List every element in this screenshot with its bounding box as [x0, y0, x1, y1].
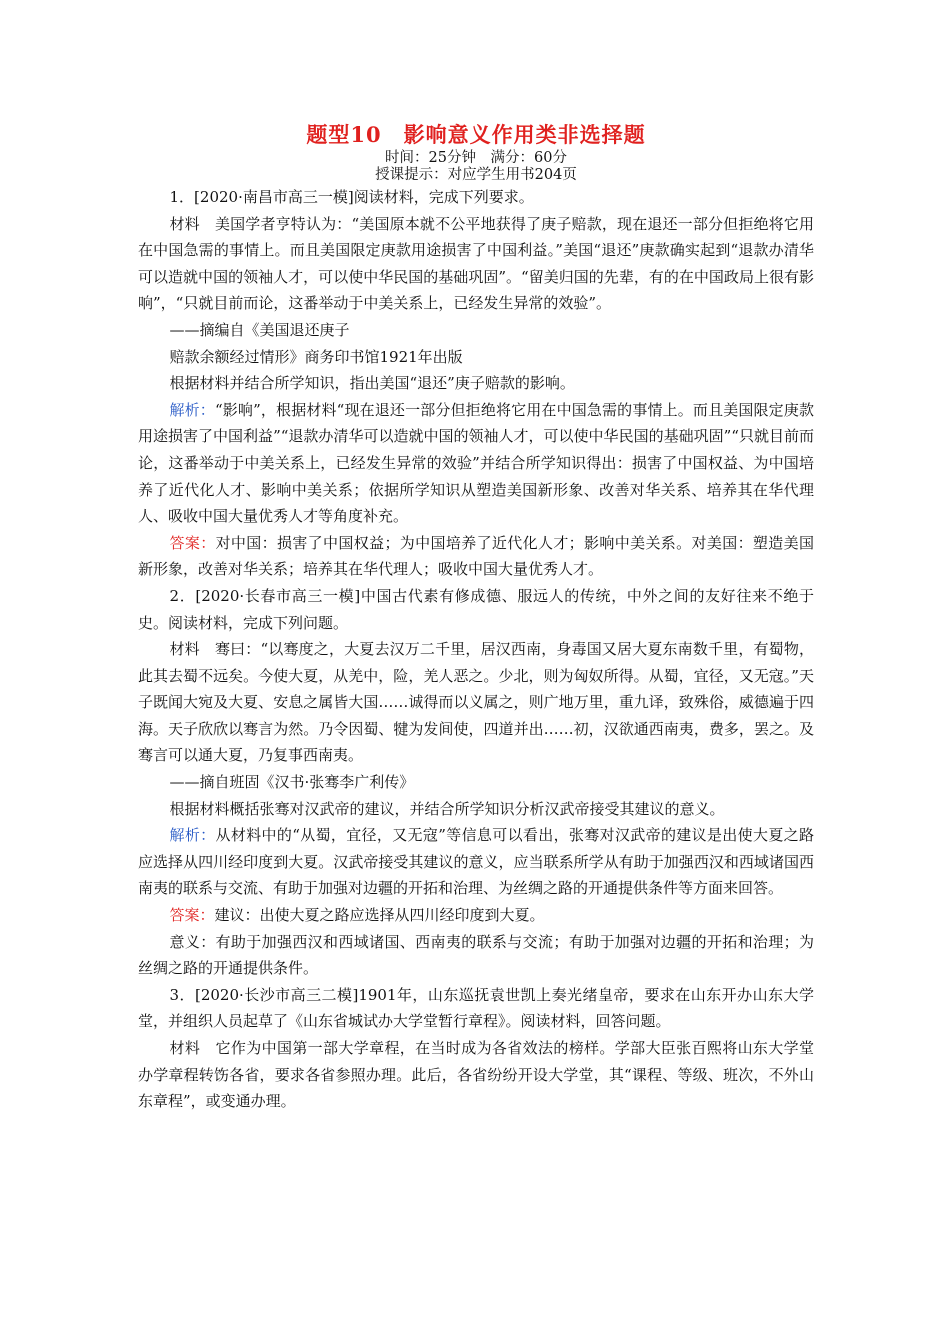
q1-question: 根据材料并结合所学知识，指出美国“退还”庚子赔款的影响。	[169, 374, 575, 393]
teaching-hint-line: 授课提示：对应学生用书204页	[375, 167, 577, 183]
q1-stem: 1．[2020·南昌市高三一模]阅读材料，完成下列要求。	[169, 188, 534, 206]
time-score-line: 时间：25分钟 满分：60分	[385, 150, 567, 166]
answer-label: 答案：	[169, 533, 216, 552]
q2-answer-text: 建议：出使大夏之路应选择从四川经印度到大夏。	[214, 906, 545, 925]
q2-source: ——摘自班固《汉书·张骞李广利传》	[169, 773, 415, 792]
q2-analysis	[138, 822, 814, 902]
q1-answer	[138, 530, 814, 583]
q2-answer-significance: 意义：有助于加强西汉和西域诸国、西南夷的联系与交流；有助于加强对边疆的开拓和治理；为丝绸之路的开通提供条件。	[138, 932, 814, 978]
q1-material: 材料 美国学者亨特认为：“美国原本就不公平地获得了庚子赔款，现在退还一部分但拒绝将它用在中国急需的事情上。而且美国限定庚款用途损害了中国利益。”美国“退还”庚款确实起到“退款办清华可以造就中国的领袖人才，可以使中华民国的基础巩固”。“留美归国的先辈，有的在中国政局上很有影响”，“只就目前而论，这番举动于中美关系上，已经发生异常的效验”。	[138, 214, 814, 313]
analysis-label: 解析：	[169, 826, 216, 845]
q3-stem: 3．[2020·长沙市高三二模]1901年，山东巡抚袁世凯上奏光绪皇帝，要求在山东开办山东大学堂，并组织人员起草了《山东省城试办大学堂暂行章程》。阅读材料，回答问题。	[138, 985, 814, 1031]
q3-material: 材料 它作为中国第一部大学章程，在当时成为各省效法的榜样。学部大臣张百熙将山东大学堂办学章程转饬各省，要求各省参照办理。此后，各省纷纷开设大学堂，其“课程、等级、班次，不外山东章程”，或变通办理。	[138, 1039, 814, 1111]
q1-answer-text: 对中国：损害了中国权益；为中国培养了近代化人才；影响中美关系。对美国：塑造美国新形象，改善对华关系；培养其在华代理人；吸收中国大量优秀人才。	[138, 533, 814, 579]
q1-source-line1: ——摘编自《美国退还庚子	[169, 320, 350, 339]
q1-source-line2: 赔款余额经过情形》商务印书馆1921年出版	[169, 347, 463, 366]
q1-analysis	[138, 397, 814, 530]
document-page	[138, 120, 814, 1115]
q2-answer	[138, 902, 814, 929]
q2-material: 材料 骞曰：“以骞度之，大夏去汉万二千里，居汉西南，身毒国又居大夏东南数千里，有蜀物，此其去蜀不远矣。今使大夏，从羌中，险，羌人恶之。少北，则为匈奴所得。从蜀，宜径，又无寇。”天子既闻大宛及大夏、安息之属皆大国……诚得而以义属之，则广地万里，重九译，致殊俗，威德遍于四海。天子欣欣以骞言为然。乃令因蜀、犍为发间使，四道并出……初，汉欲通西南夷，费多，罢之。及骞言可以通大夏，乃复事西南夷。	[138, 640, 814, 765]
q2-analysis-text: 从材料中的“从蜀，宜径，又无寇”等信息可以看出，张骞对汉武帝的建议是出使大夏之路应选择从四川经印度到大夏。汉武帝接受其建议的意义，应当联系所学从有助于加强西汉和西域诸国西南夷的联系与交流、有助于加强对边疆的开拓和治理、为丝绸之路的开通提供条件等方面来回答。	[138, 826, 814, 898]
analysis-label: 解析：	[169, 400, 215, 419]
answer-label: 答案：	[169, 906, 215, 925]
q2-question: 根据材料概括张骞对汉武帝的建议，并结合所学知识分析汉武帝接受其建议的意义。	[169, 799, 725, 818]
q2-stem: 2．[2020·长春市高三一模]中国古代素有修成德、服远人的传统，中外之间的友好往来不绝于史。阅读材料，完成下列问题。	[138, 586, 814, 632]
page-title: 题型10 影响意义作用类非选择题	[306, 122, 646, 147]
q1-analysis-text: “影响”，根据材料“现在退还一部分但拒绝将它用在中国急需的事情上。而且美国限定庚款用途损害了中国利益”“退款办清华可以造就中国的领袖人才，可以使中华民国的基础巩固”“只就目前而论，这番举动于中美关系上，已经发生异常的效验”并结合所学知识得出：损害了中国权益、为中国培养了近代化人才、影响中美关系；依据所学知识从塑造美国新形象、改善对华关系、培养其在华代理人、吸收中国大量优秀人才等角度补充。	[138, 400, 814, 526]
